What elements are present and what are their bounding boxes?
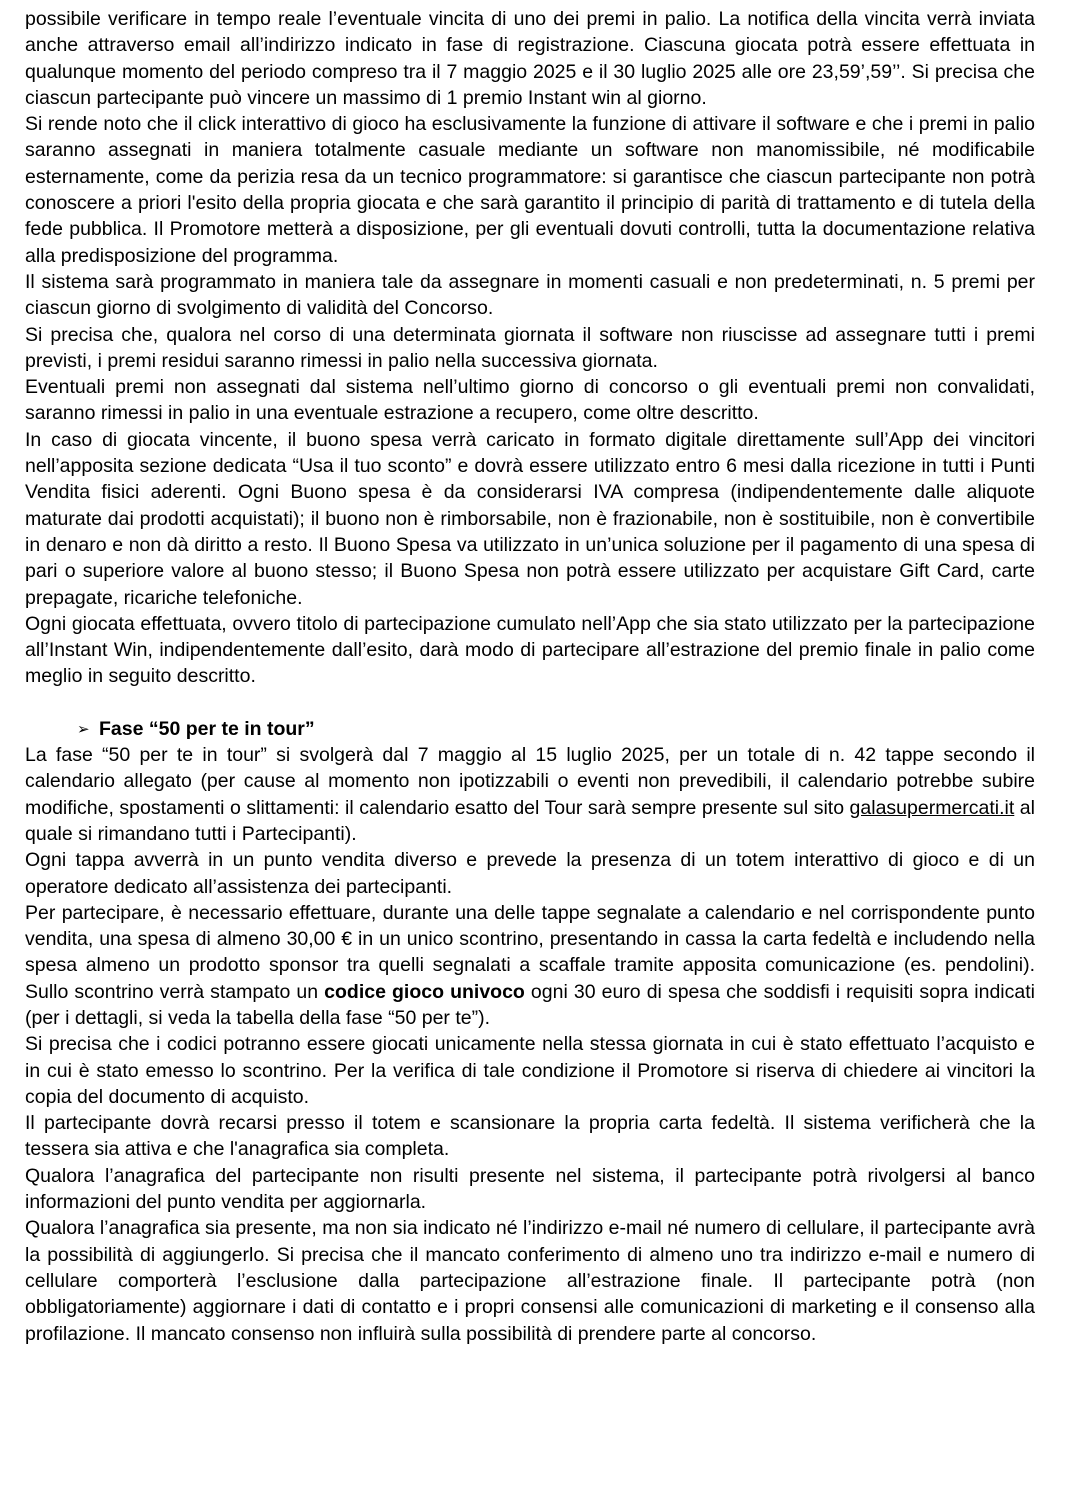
section-heading-tour bbox=[25, 716, 1035, 742]
paragraph-residual-prizes: Si precisa che, qualora nel corso di una determinata giornata il software non riuscisse ad assegnare tutti i premi previsti, i premi residui saranno rimessi in palio nella successiva giornata. bbox=[25, 323, 1035, 372]
paragraph-final-draw-entry: Ogni giocata effettuata, ovvero titolo di partecipazione cumulato nell’App che sia stato utilizzato per la partecipazione all’Instant Win, indipendentemente dall’esito, darà modo di partecipare all’estrazione del premio finale in palio come meglio in seguito descritto. bbox=[25, 612, 1035, 688]
tour-schedule-text-end: al quale si rimandano tutti i Partecipanti). bbox=[25, 796, 1035, 845]
paragraph-contact-data: Qualora l’anagrafica sia presente, ma non sia indicato né l’indirizzo e-mail né numero di cellulare, il partecipante avrà la possibilità di aggiungerlo. Si precisa che il mancato conferimento di almeno uno tra indirizzo e-mail e numero di cellulare comporterà l’esclusione dalla partecipazione all’estrazione finale. Il partecipante potrà (non obbligatoriamente) aggiornare i dati di contatto e i propri consensi alle comunicazioni di marketing e il consenso alla profilazione. Il mancato consenso non influirà sulla possibilità di prendere parte al concorso. bbox=[25, 1217, 1035, 1345]
paragraph-unassigned-prizes: Eventuali premi non assegnati dal sistema nell’ultimo giorno di concorso o gli eventuali premi non convalidati, saranno rimessi in palio in una eventuale estrazione a recupero, come oltre descritto. bbox=[25, 376, 1035, 425]
paragraph-code-validity: Si precisa che i codici potranno essere giocati unicamente nella stessa giornata in cui è stato effettuato l’acquisto e in cui è stato emesso lo scontrino. Per la verifica di tale condizione il Promotore si riserva di chiedere ai vincitori la copia del documento di acquisto. bbox=[25, 1033, 1035, 1108]
document-page bbox=[25, 6, 1035, 1347]
participation-text-start: Per partecipare, è necessario effettuare, durante una delle tappe segnalate a calendario e nel corrispondente punto vendita, una spesa di almeno 30,00 € in un unico scontrino, presentando in cassa la carta fedeltà e includendo nella spesa almeno un prodotto sponsor tra quelli segnalati a scaffale tramite apposita comunicazione (es. pendolini). Sullo scontrino verrà stampato un bbox=[25, 901, 1035, 1003]
website-link[interactable]: galasupermercati.it bbox=[849, 796, 1015, 819]
section-heading-text: Fase “50 per te in tour” bbox=[99, 717, 315, 740]
paragraph-voucher-terms: In caso di giocata vincente, il buono spesa verrà caricato in formato digitale direttamente sull’App dei vincitori nell’apposita sezione dedicata “Usa il tuo sconto” e dovrà essere utilizzato entro 6 mesi dalla ricezione in tutti i Punti Vendita fisici aderenti. Ogni Buono spesa è da considerarsi IVA compresa (indipendentemente dalle aliquote maturate dai prodotti acquistati); il buono non è rimborsabile, non è frazionabile, non è sostituibile, non è convertibile in denaro e non dà diritto a resto. Il Buono Spesa va utilizzato in un’unica soluzione per il pagamento di una spesa di pari o superiore valore al buono stesso; il Buono Spesa non potrà essere utilizzato per acquistare Gift Card, carte prepagate, ricariche telefoniche. bbox=[25, 428, 1035, 609]
arrowhead-bullet-icon: ➢ bbox=[77, 719, 90, 738]
participation-text-end: ogni 30 euro di spesa che soddisfi i requisiti sopra indicati (per i dettagli, si veda la tabella della fase “50 per te”). bbox=[25, 980, 1035, 1029]
paragraph-daily-prizes: Il sistema sarà programmato in maniera tale da assegnare in momenti casuali e non predeterminati, n. 5 premi per ciascun giorno di svolgimento di validità del Concorso. bbox=[25, 270, 1035, 320]
paragraph-tour-schedule bbox=[25, 742, 1035, 847]
paragraph-participation-rules bbox=[25, 900, 1035, 1031]
unique-game-code-bold: codice gioco univoco bbox=[324, 980, 525, 1003]
section-spacer bbox=[25, 690, 1035, 716]
paragraph-missing-registry: Qualora l’anagrafica del partecipante non risulti presente nel sistema, il partecipante potrà rivolgersi al banco informazioni del punto vendita per aggiornarla. bbox=[25, 1164, 1035, 1214]
tour-schedule-text-start: La fase “50 per te in tour” si svolgerà dal 7 maggio al 15 luglio 2025, per un totale di n. 42 tappe secondo il calendario allegato (per cause al momento non ipotizzabili o eventi non prevedibili, il calendario potrebbe subire modifiche, spostamenti o slittamenti: il calendario esatto del Tour sarà sempre presente sul sito bbox=[25, 744, 1035, 819]
paragraph-instant-win-notification: possibile verificare in tempo reale l’eventuale vincita di uno dei premi in palio. La notifica della vincita verrà inviata anche attraverso email all’indirizzo indicato in fase di registrazione. Ciascuna giocata potrà essere effettuata in qualunque momento del periodo compreso tra il 7 maggio 2025 e il 30 luglio 2025 alle ore 23,59’,59’’. Si precisa che ciascun partecipante può vincere un massimo di 1 premio Instant win al giorno. bbox=[25, 8, 1035, 109]
paragraph-tour-stages: Ogni tappa avverrà in un punto vendita diverso e prevede la presenza di un totem interattivo di gioco e di un operatore dedicato all’assistenza dei partecipanti. bbox=[25, 849, 1035, 898]
paragraph-totem-scan: Il partecipante dovrà recarsi presso il totem e scansionare la propria carta fedeltà. Il sistema verificherà che la tessera sia attiva e che l'anagrafica sia completa. bbox=[25, 1112, 1035, 1161]
paragraph-random-software: Si rende noto che il click interattivo di gioco ha esclusivamente la funzione di attivare il software e che i premi in palio saranno assegnati in maniera totalmente casuale mediante un software non manomissibile, né modificabile esternamente, come da perizia resa da un tecnico programmatore: si garantisce che ciascun partecipante non potrà conoscere a priori l'esito della propria giocata e che sarà garantito il principio di parità di trattamento e di tutela della fede pubblica. Il Promotore metterà a disposizione, per gli eventuali dovuti controlli, tutta la documentazione relativa alla predisposizione del programma. bbox=[25, 113, 1035, 267]
